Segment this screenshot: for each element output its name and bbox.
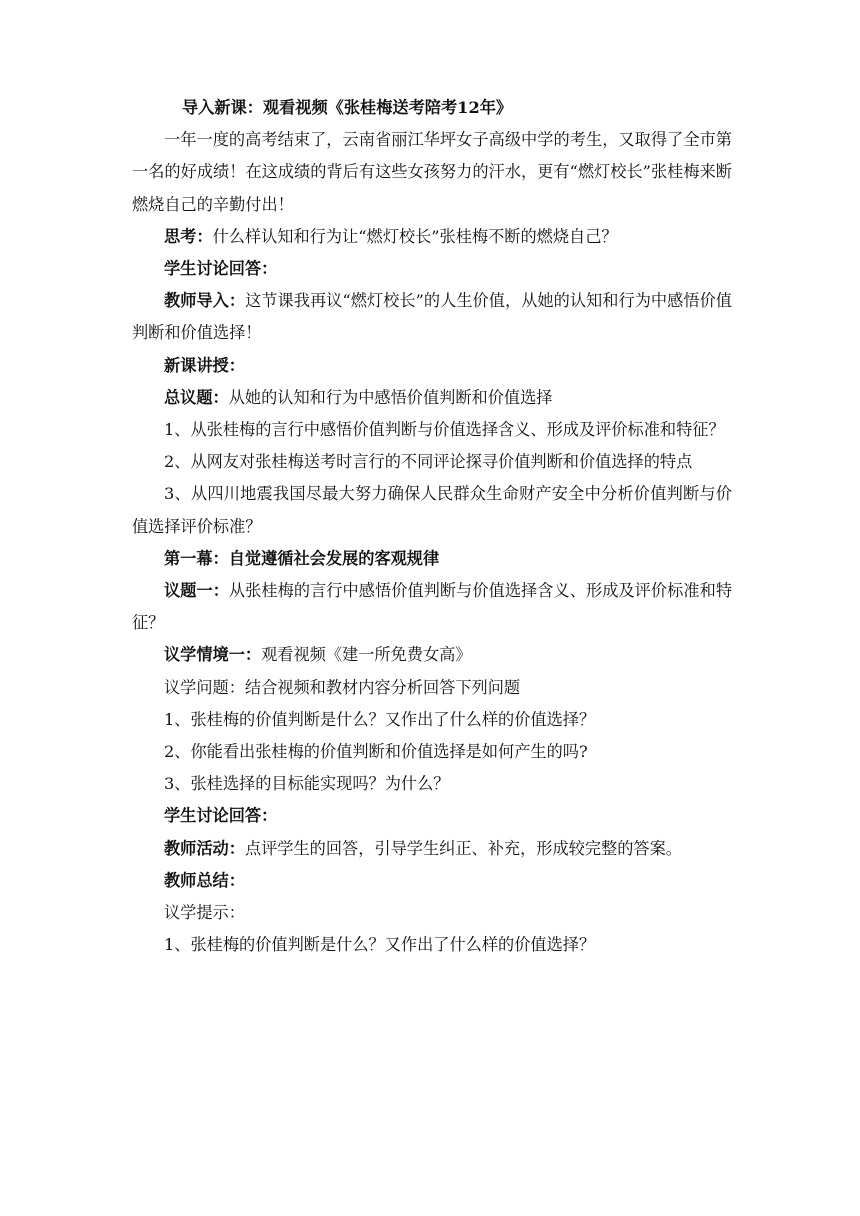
paragraph-topic-3 (132, 478, 732, 542)
paragraph-question-2 (132, 736, 732, 768)
paragraph-text: 议学问题：结合视频和教材内容分析回答下列问题 (164, 677, 521, 697)
paragraph-main-topic (132, 382, 732, 414)
paragraph-teacher-summary (132, 865, 732, 897)
paragraph-text: 3、从四川地震我国尽最大努力确保人民群众生命财产安全中分析价值判断与价值选择评价标准？ (132, 484, 732, 536)
bold-lead: 第一幕：自觉遵循社会发展的客观规律 (164, 548, 440, 568)
paragraph-text: 2、你能看出张桂梅的价值判断和价值选择是如何产生的吗? (164, 742, 588, 762)
paragraph-text: 什么样认知和行为让“燃灯校长”张桂梅不断的燃烧自己？ (212, 226, 618, 246)
paragraph-teacher-activity (132, 833, 732, 865)
bold-lead: 学生讨论回答： (164, 806, 278, 826)
paragraph-student-discussion-2 (132, 800, 732, 832)
paragraph-text: 点评学生的回答，引导学生纠正、补充，形成较完整的答案。 (244, 838, 682, 858)
paragraph-topic-2 (132, 446, 732, 478)
document-body (132, 92, 732, 961)
bold-lead: 议题一： (164, 581, 229, 601)
paragraph-issue-one (132, 575, 732, 639)
paragraph-text: 从张桂梅的言行中感悟价值判断与价值选择含义、形成及评价标准和特征？ (132, 581, 733, 633)
paragraph-text: 从她的认知和行为中感悟价值判断和价值选择 (228, 387, 553, 407)
paragraph-text: 1、张桂梅的价值判断是什么？又作出了什么样的价值选择？ (164, 709, 596, 729)
paragraph-question-1 (132, 704, 732, 736)
bold-lead: 思考： (164, 226, 213, 246)
paragraph-text: 1、从张桂梅的言行中感悟价值判断与价值选择含义、形成及评价标准和特征？ (164, 420, 725, 440)
paragraph-text: 议学提示： (164, 903, 245, 923)
paragraph-student-discussion (132, 253, 732, 285)
paragraph-hint-1 (132, 929, 732, 961)
bold-lead: 导入新课：观看视频《张桂梅送考陪考12年》 (182, 98, 513, 117)
paragraph-text: 观看视频《建一所免费女高》 (261, 645, 472, 665)
bold-lead: 教师活动： (164, 838, 245, 858)
paragraph-new-lesson (132, 350, 732, 382)
paragraph-questions (132, 672, 732, 704)
paragraph-question-3 (132, 768, 732, 800)
bold-lead: 议学情境一： (164, 645, 262, 665)
paragraph-teacher-intro (132, 285, 732, 349)
bold-lead: 新课讲授： (164, 355, 245, 375)
paragraph-background (132, 124, 732, 221)
bold-lead: 学生讨论回答： (164, 259, 278, 279)
paragraph-scenario-one (132, 639, 732, 671)
bold-lead: 教师导入： (164, 291, 246, 311)
paragraph-topic-1 (132, 414, 732, 446)
paragraph-text: 3、张桂选择的目标能实现吗？为什么？ (164, 774, 450, 794)
paragraph-intro-title (132, 92, 732, 124)
paragraph-hint (132, 897, 732, 929)
paragraph-think (132, 221, 732, 253)
paragraph-text: 2、从网友对张桂梅送考时言行的不同评论探寻价值判断和价值选择的特点 (164, 452, 693, 472)
paragraph-text: 一年一度的高考结束了，云南省丽江华坪女子高级中学的考生，又取得了全市第一名的好成绩！在这成绩的背后有这些女孩努力的汗水，更有“燃灯校长”张桂梅来断燃烧自己的辛勤付出！ (132, 130, 732, 214)
paragraph-text: 这节课我再议“燃灯校长”的人生价值，从她的认知和行为中感悟价值判断和价值选择！ (132, 291, 732, 343)
paragraph-act-one (132, 543, 732, 575)
bold-lead: 总议题： (164, 387, 229, 407)
bold-lead: 教师总结： (164, 870, 245, 890)
paragraph-text: 1、张桂梅的价值判断是什么？又作出了什么样的价值选择？ (164, 935, 596, 955)
